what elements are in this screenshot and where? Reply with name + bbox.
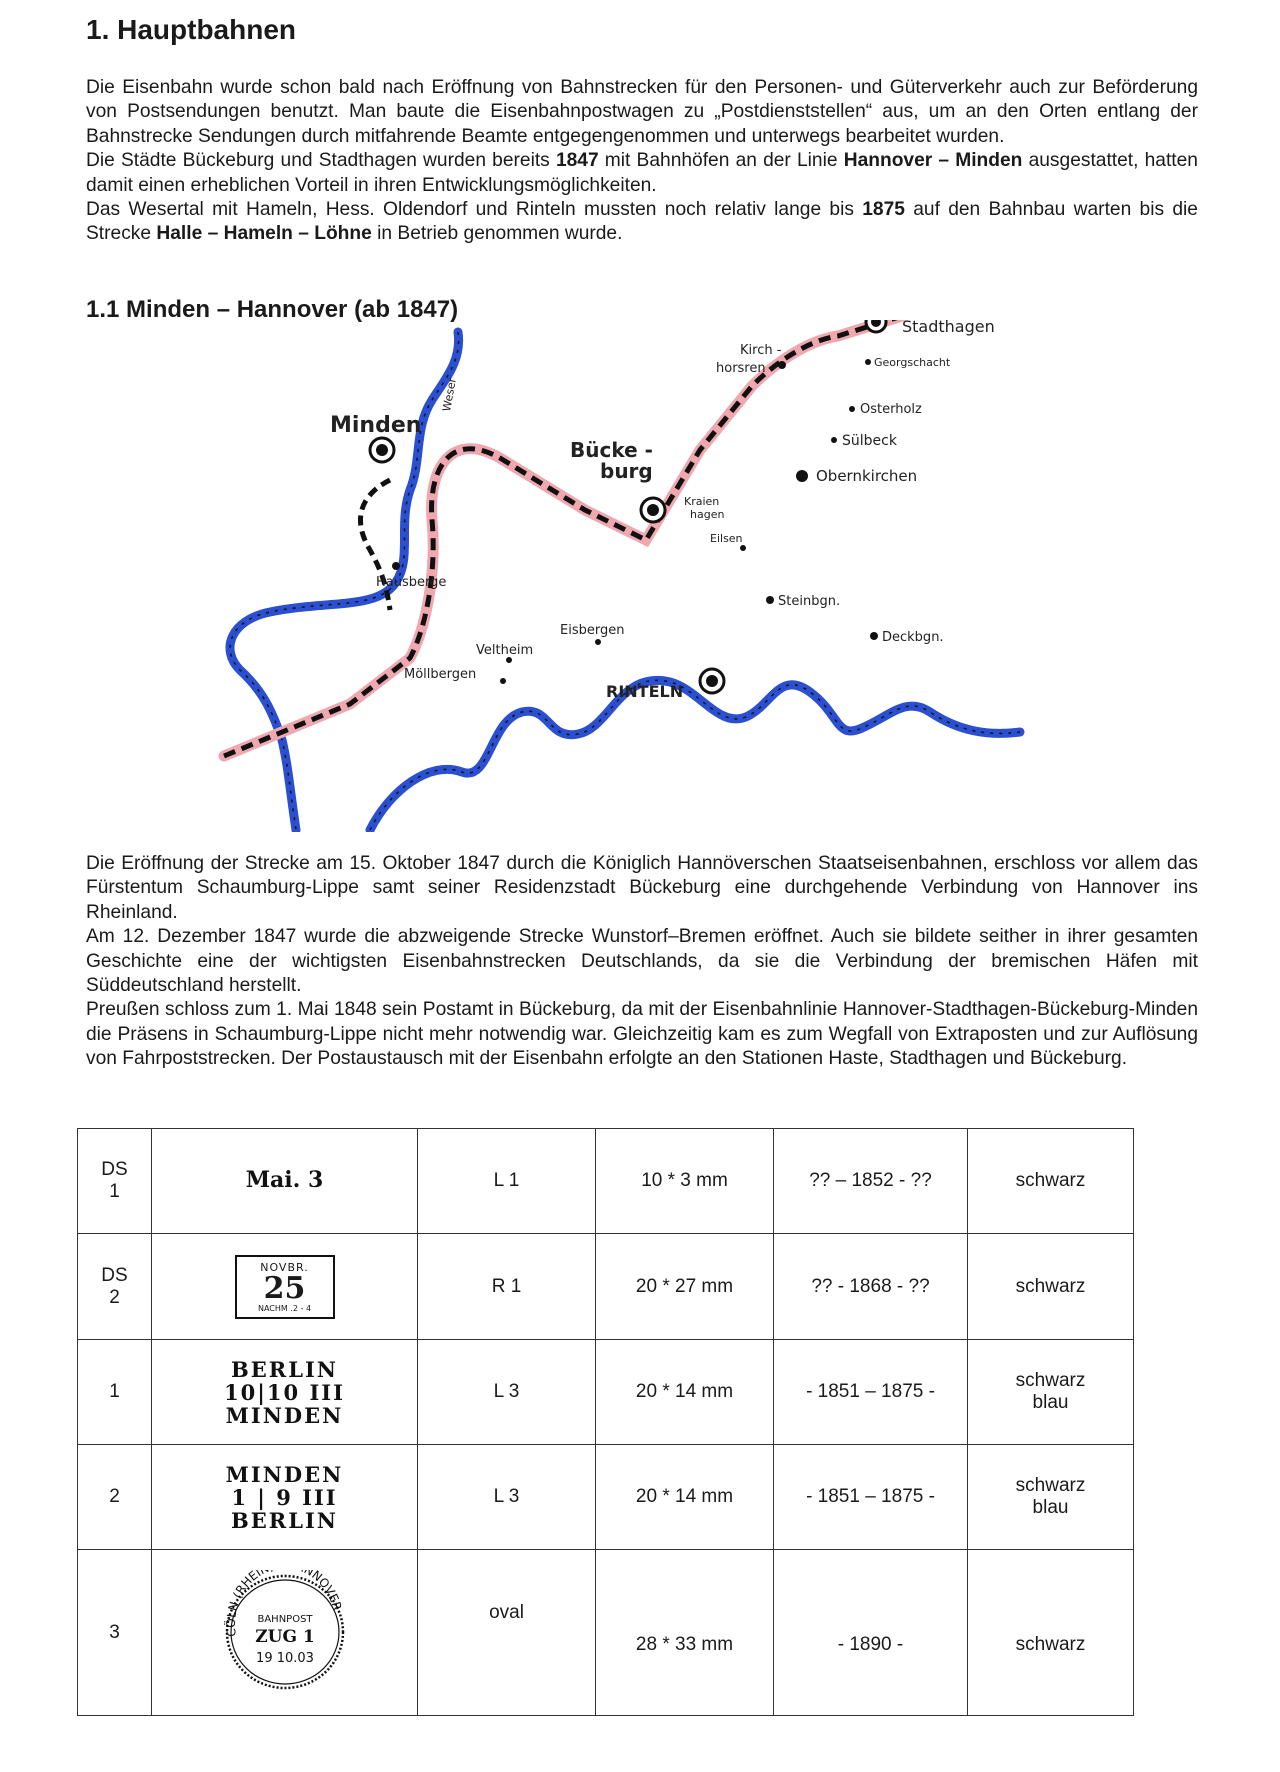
label-bueckeburg-1: Bücke - [570,438,653,462]
town-dot-moellbergen [500,678,506,684]
label-moellbergen: Möllbergen [404,667,477,682]
town-dot-osterholz [849,406,855,412]
label-eisbergen: Eisbergen [560,623,625,638]
label-kirchhorsten-1: Kirch - [740,343,782,358]
oval-railway-postmark [215,1570,355,1690]
postmark-image: Mai. 3 [152,1129,418,1234]
postmark-type: L 1 [418,1129,596,1234]
label-eilsen: Eilsen [710,532,743,545]
postmark-period: - 1851 – 1875 - [774,1340,968,1445]
postmark-color: schwarz [968,1234,1134,1340]
label-kirchhorsten-2: horsren [716,361,766,376]
railway-map [200,320,1040,832]
label-bueckeburg-2: burg [600,459,653,483]
town-dot-eisbergen [595,639,601,645]
svg-text:BAHNPOST: BAHNPOST [256,1613,313,1625]
postmark-period: ?? – 1852 - ?? [774,1129,968,1234]
town-dot-hausberge [392,562,400,570]
town-dot-obernkirchen [796,470,808,482]
row-number: 2 [78,1445,152,1550]
label-suelbeck: Sülbeck [842,433,897,449]
section-heading: 1. Hauptbahnen [86,14,297,45]
label-georgschacht: Georgschacht [874,356,951,369]
label-stadthagen: Stadthagen [902,320,995,336]
label-rinteln: RINTELN [606,682,684,701]
postmark-size: 20 * 14 mm [596,1340,774,1445]
town-dot-steinbergen [766,596,774,604]
postmark-image [152,1234,418,1340]
intro-text [86,76,1198,247]
river-weser-south [370,680,1020,830]
row-number: DS 2 [78,1234,152,1340]
postmark-table [77,1128,1134,1716]
postmark-period: - 1890 - [774,1550,968,1716]
table-row [78,1445,1134,1550]
postmark-type: oval [418,1550,596,1716]
postmark-size: 10 * 3 mm [596,1129,774,1234]
three-line-stamp: BERLIN 10|10 III MINDEN [224,1356,345,1428]
postmark-type: R 1 [418,1234,596,1340]
row-number: DS 1 [78,1129,152,1234]
postmark-size: 20 * 14 mm [596,1445,774,1550]
postmark-color: schwarz blau [968,1445,1134,1550]
postmark-color: schwarz blau [968,1340,1134,1445]
label-weser: Weser [440,376,459,413]
station-stadthagen-marker [866,320,886,332]
history-paragraph-1: Die Eröffnung der Strecke am 15. Oktober 1847 durch die Königlich Hannöverschen Staatseisenbahnen, erschloss vor allem das Fürstentum Schaumburg-Lippe samt seiner Residenzstadt Bückeburg eine durchgehende Verbindung von Hannover ins Rheinland. [86,853,1198,923]
station-minden-marker [370,438,394,462]
three-line-stamp: MINDEN 1 | 9 III BERLIN [225,1461,344,1533]
postmark-type: L 3 [418,1340,596,1445]
label-minden: Minden [330,413,422,438]
label-osterholz: Osterholz [860,402,922,417]
intro-paragraph-3: Das Wesertal mit Hameln, Hess. Oldendorf und Rinteln mussten noch relativ lange bis 1875 auf den Bahnbau warten bis die Strecke Halle – Hameln – Löhne in Betrieb genommen wurde. [86,199,1198,245]
rail-hannover-minden [224,320,960,756]
table-row [78,1234,1134,1340]
town-dot-georgschacht [865,359,871,365]
label-kraienhagen-2: hagen [690,508,725,521]
town-dot-kirchhorsten [778,361,786,369]
table-row [78,1340,1134,1445]
postmark-type: L 3 [418,1445,596,1550]
svg-text:CÖLN (RHEIN) - HANNOVER: CÖLN (RHEI NNOVER [223,1569,344,1638]
postmark-size: 20 * 27 mm [596,1234,774,1340]
town-dot-suelbeck [831,437,837,443]
label-hausberge: Hausberge [376,575,447,590]
station-rinteln-marker [700,669,724,693]
history-text [86,852,1198,1072]
postmark-image [152,1445,418,1550]
postmark-period: ?? - 1868 - ?? [774,1234,968,1340]
label-veltheim: Veltheim [476,643,534,658]
postmark-color: schwarz [968,1550,1134,1716]
station-bueckeburg-marker [641,498,665,522]
svg-text:19 10.03: 19 10.03 [255,1650,314,1666]
row-number: 1 [78,1340,152,1445]
postmark-color: schwarz [968,1129,1134,1234]
row-number: 3 [78,1550,152,1716]
postmark-size: 28 * 33 mm [596,1550,774,1716]
boxed-date-stamp: NOVBR. 25 NACHM .2 - 4 [235,1255,335,1319]
label-kraienhagen-1: Kraien [684,495,720,508]
postmark-period: - 1851 – 1875 - [774,1445,968,1550]
subsection-heading: 1.1 Minden – Hannover (ab 1847) [86,296,459,323]
table-row [78,1129,1134,1234]
postmark-image [152,1340,418,1445]
town-dot-eilsen [740,545,746,551]
history-paragraph-3: Preußen schloss zum 1. Mai 1848 sein Postamt in Bückeburg, da mit der Eisenbahnlinie Hannover-Stadthagen-Bückeburg-Minden die Präsens in Schaumburg-Lippe nicht mehr notwendig war. Gleichzeitig kam es zum Wegfall von Extraposten und zur Auflösung von Fahrpoststrecken. Der Postaustausch mit der Eisenbahn erfolgte an den Stationen Haste, Stadthagen und Bückeburg. [86,999,1198,1070]
postmark-image [152,1550,418,1716]
label-obernkirchen: Obernkirchen [816,467,918,485]
intro-paragraph-1: Die Eisenbahn wurde schon bald nach Eröffnung von Bahnstrecken für den Personen- und Güterverkehr auch zur Beförderung von Postsendungen benutzt. Man baute die Eisenbahnpostwagen zu „Postdienststellen“ aus, um an den Orten entlang der Bahnstrecke Sendungen durch mitfahrende Beamte entgegengenommen und unterwegs bearbeitet wurden. [86,77,1198,147]
town-dot-deckbergen [870,632,878,640]
table-row [78,1550,1134,1716]
intro-paragraph-2: Die Städte Bückeburg und Stadthagen wurden bereits 1847 mit Bahnhöfen an der Linie Hannover – Minden ausgestattet, hatten damit einen erheblichen Vorteil in ihren Entwicklungsmöglichkeiten. [86,150,1198,196]
history-paragraph-2: Am 12. Dezember 1847 wurde die abzweigende Strecke Wunstorf–Bremen eröffnet. Auch sie bildete seither in ihrer gesamten Geschichte eine der wichtigsten Eisenbahnstrecken Deutschlands, da sie die Verbindung der bremischen Häfen mit Süddeutschland herstellt. [86,926,1198,997]
svg-text:ZUG 1: ZUG 1 [254,1626,315,1647]
label-deckbergen: Deckbgn. [882,630,944,645]
label-steinbergen: Steinbgn. [778,594,841,609]
